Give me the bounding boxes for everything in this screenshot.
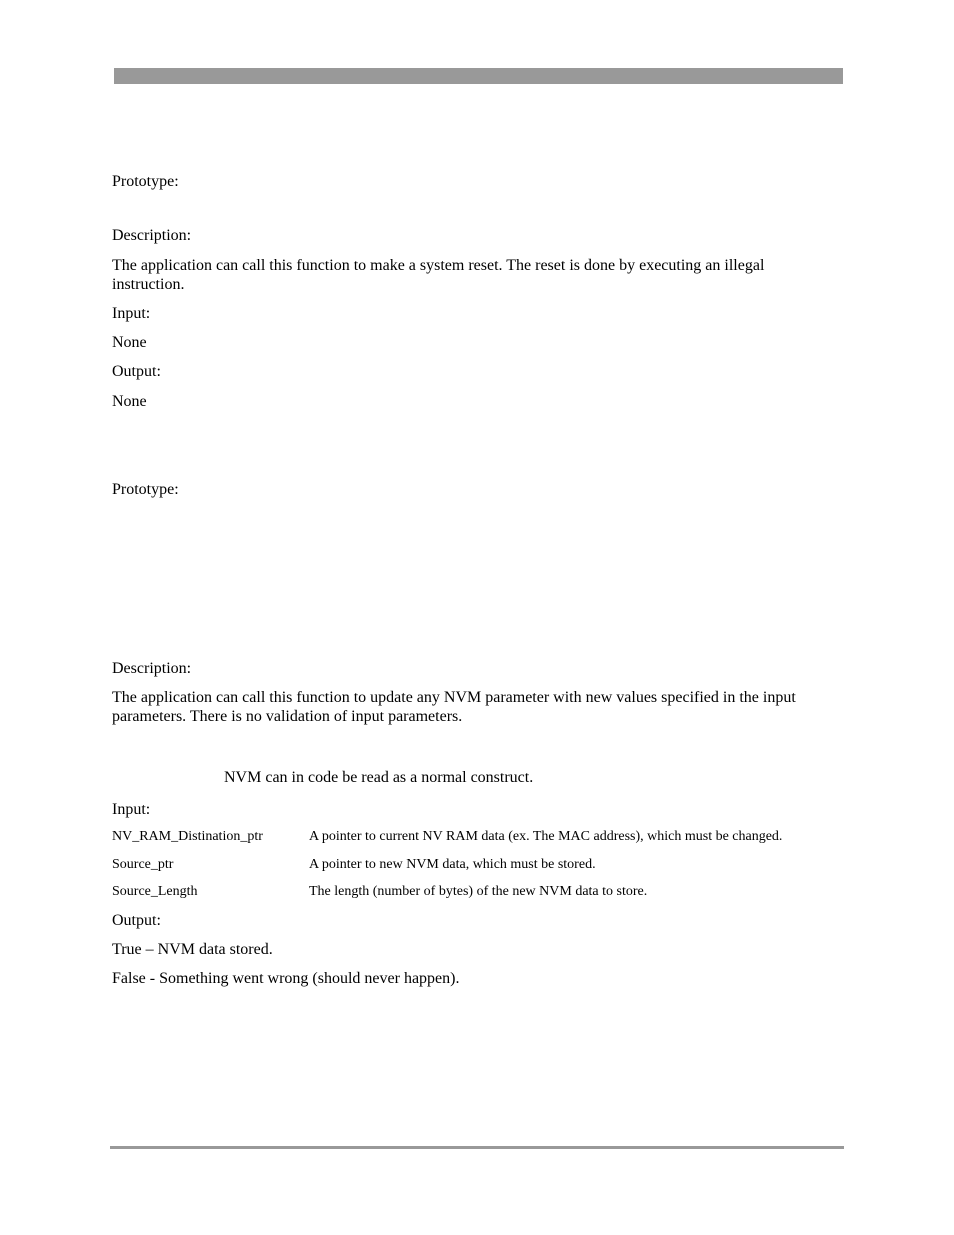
output-value: None — [112, 393, 147, 410]
output-label: Output: — [112, 363, 161, 380]
prototype-label: Prototype: — [112, 173, 179, 190]
description-text: The application can call this function to make a system reset. The reset is done by executing an illegal instruction. — [112, 257, 765, 293]
footer-rule — [110, 1146, 844, 1149]
note-text: NVM can in code be read as a normal construct. — [224, 769, 534, 786]
param-name: Source_Length — [112, 884, 198, 899]
input-label: Input: — [112, 801, 151, 818]
input-label: Input: — [112, 305, 151, 322]
output-false: False - Something went wrong (should never happen). — [112, 970, 460, 987]
description-label: Description: — [112, 227, 192, 244]
param-description: A pointer to current NV RAM data (ex. The MAC address), which must be changed. — [309, 829, 783, 844]
input-value: None — [112, 334, 147, 351]
param-name: NV_RAM_Distination_ptr — [112, 829, 263, 844]
prototype-label: Prototype: — [112, 481, 179, 498]
output-true: True – NVM data stored. — [112, 941, 273, 958]
param-description: The length (number of bytes) of the new NVM data to store. — [309, 884, 648, 899]
param-description: A pointer to new NVM data, which must be stored. — [309, 857, 596, 872]
param-name: Source_ptr — [112, 857, 174, 872]
output-label: Output: — [112, 912, 161, 929]
description-label: Description: — [112, 660, 192, 677]
header-bar — [114, 68, 843, 84]
description-text: The application can call this function to update any NVM parameter with new values specified in the input parameters. There is no validation of input parameters. — [112, 689, 796, 725]
